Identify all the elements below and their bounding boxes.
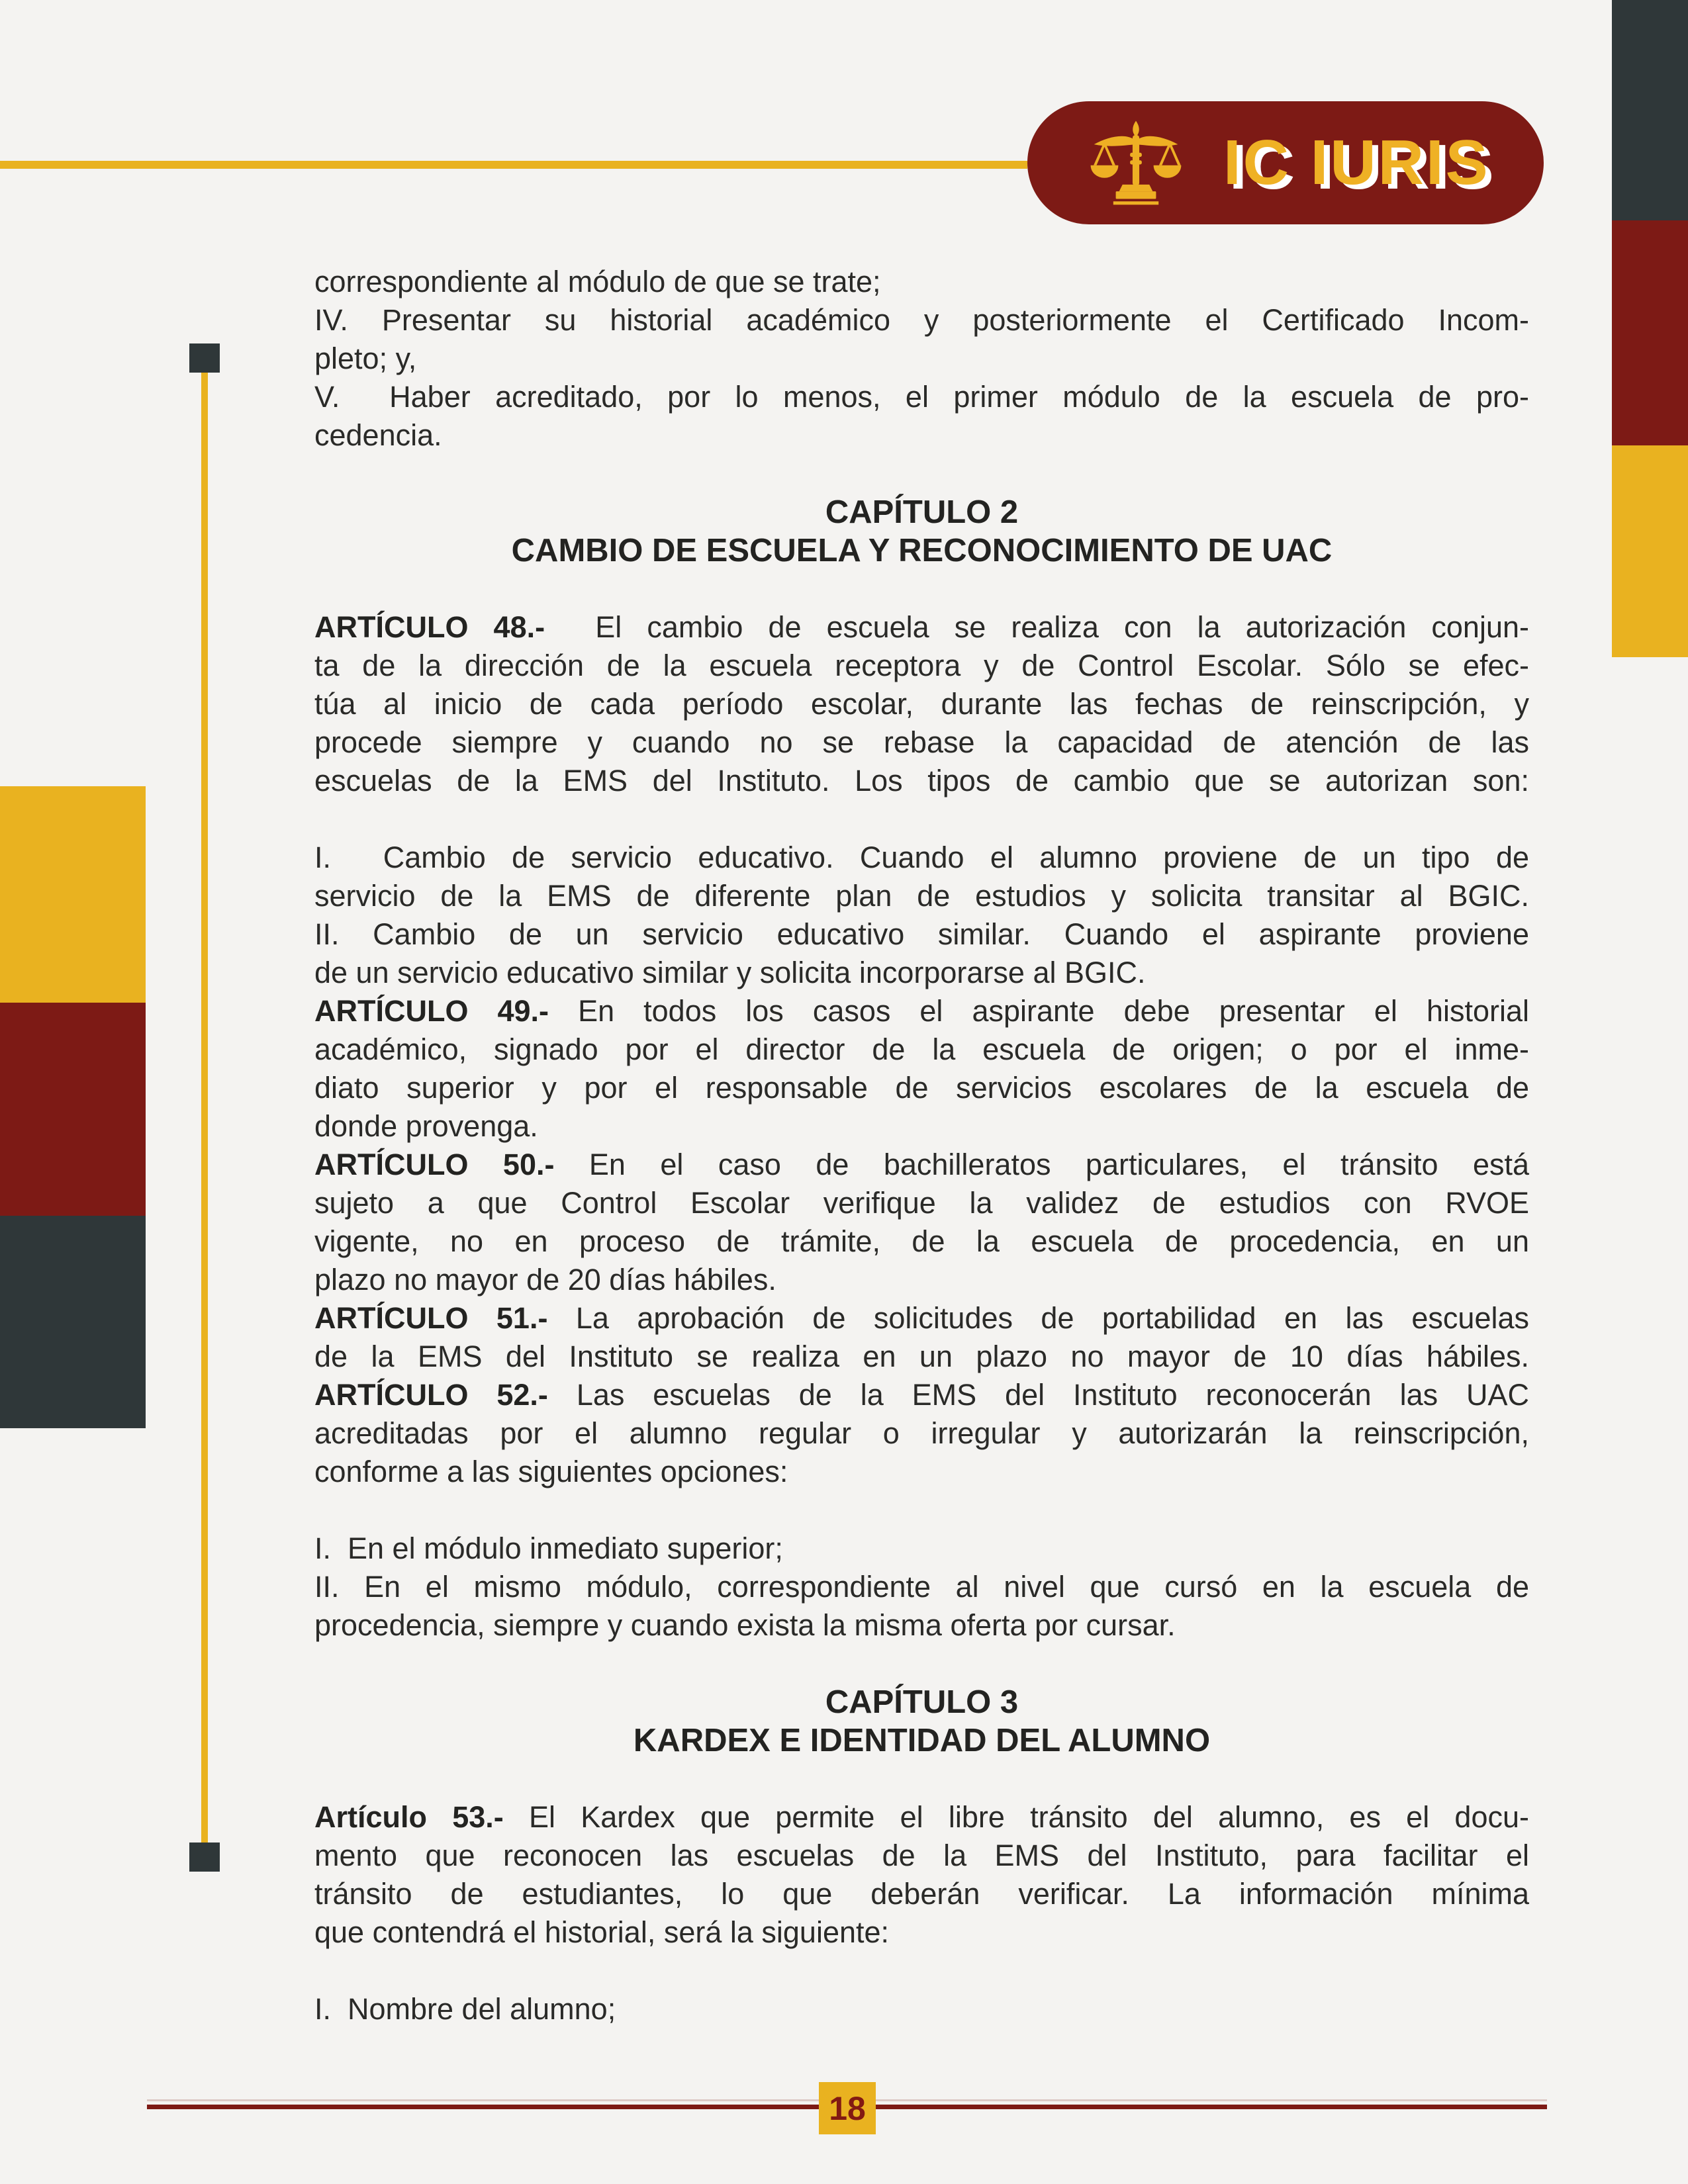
- paragraph: [314, 1146, 1529, 1299]
- text-line: escuelas de la EMS del Instituto. Los tipos de cambio que se autorizan son:: [314, 764, 1529, 797]
- text-line: académico, signado por el director de la escuela de origen; o por el inme-: [314, 1032, 1529, 1066]
- heading-line: CAMBIO DE ESCUELA Y RECONOCIMIENTO DE UAC: [511, 533, 1333, 569]
- text-line: IV. Presentar su historial académico y posteriormente el Certificado Incom-: [314, 303, 1529, 337]
- text-line: Artículo 53.- El Kardex que permite el libre tránsito del alumno, es el docu-: [314, 1800, 1529, 1834]
- text-line: V. Haber acreditado, por lo menos, el primer módulo de la escuela de pro-: [314, 380, 1529, 414]
- text-line: de un servicio educativo similar y solicita incorporarse al BGIC.: [314, 956, 1146, 989]
- brand-logo: [1027, 101, 1544, 224]
- text-line: procedencia, siempre y cuando exista la misma oferta por cursar.: [314, 1608, 1176, 1642]
- left-accent-bar: [0, 786, 146, 1428]
- heading-line: CAPÍTULO 3: [825, 1684, 1019, 1720]
- paragraph: [314, 915, 1529, 992]
- text-line: procede siempre y cuando no se rebase la capacidad de atención de las: [314, 725, 1529, 759]
- accent-block-maroon: [0, 1003, 146, 1216]
- text-line: tránsito de estudiantes, lo que deberán verificar. La información mínima: [314, 1877, 1529, 1911]
- right-accent-bar: [1612, 0, 1688, 657]
- page-number: 18: [829, 2089, 866, 2127]
- article-label: ARTÍCULO 48.-: [314, 610, 545, 644]
- heading-line: KARDEX E IDENTIDAD DEL ALUMNO: [633, 1723, 1211, 1758]
- text-line: acreditadas por el alumno regular o irregular y autorizarán la reinscripción,: [314, 1416, 1529, 1450]
- heading-line: CAPÍTULO 2: [825, 494, 1019, 530]
- text-line: sujeto a que Control Escolar verifique la validez de estudios con RVOE: [314, 1186, 1529, 1220]
- text-line: correspondiente al módulo de que se trate;: [314, 265, 881, 298]
- text-line: vigente, no en proceso de trámite, de la escuela de procedencia, en un: [314, 1224, 1529, 1258]
- text-line: que contendrá el historial, será la siguiente:: [314, 1915, 890, 1949]
- header-rule: [0, 161, 1027, 169]
- article-label: ARTÍCULO 51.-: [314, 1301, 548, 1335]
- paragraph: [314, 1529, 1529, 1568]
- accent-block-gold: [1612, 445, 1688, 657]
- page-number-badge: [819, 2082, 876, 2134]
- article-label: ARTÍCULO 50.-: [314, 1148, 555, 1181]
- text-line: I. En el módulo inmediato superior;: [314, 1531, 783, 1565]
- accent-block-gold: [0, 786, 146, 1003]
- paragraph: [314, 1568, 1529, 1645]
- text-line: II. En el mismo módulo, correspondiente al nivel que cursó en la escuela de: [314, 1570, 1529, 1604]
- chapter-heading: [314, 493, 1529, 570]
- spacer: [314, 570, 1529, 608]
- text-line: ARTÍCULO 52.- Las escuelas de la EMS del Instituto reconocerán las UAC: [314, 1378, 1530, 1412]
- paragraph: [314, 1798, 1529, 1952]
- spacer: [314, 1645, 1529, 1683]
- rail-square-bottom: [189, 1843, 220, 1872]
- text-line: I. Nombre del alumno;: [314, 1992, 616, 2026]
- text-line: mento que reconocen las escuelas de la EMS del Instituto, para facilitar el: [314, 1839, 1529, 1872]
- text-line: servicio de la EMS de diferente plan de estudios y solicita transitar al BGIC.: [314, 879, 1529, 913]
- text-line: conforme a las siguientes opciones:: [314, 1455, 788, 1488]
- text-line: ARTÍCULO 48.- El cambio de escuela se realiza con la autorización conjun-: [314, 610, 1530, 644]
- text-line: de la EMS del Instituto se realiza en un plazo no mayor de 10 días hábiles.: [314, 1340, 1529, 1373]
- text-line: diato superior y por el responsable de servicios escolares de la escuela de: [314, 1071, 1529, 1105]
- vertical-rail-line: [201, 371, 208, 1844]
- paragraph: [314, 1299, 1529, 1376]
- text-line: pleto; y,: [314, 341, 417, 375]
- spacer: [314, 1952, 1529, 1990]
- text-line: túa al inicio de cada período escolar, durante las fechas de reinscripción, y: [314, 687, 1529, 721]
- text-line: cedencia.: [314, 418, 442, 452]
- spacer: [314, 455, 1529, 493]
- accent-block-maroon: [1612, 220, 1688, 445]
- article-label: ARTÍCULO 52.-: [314, 1378, 548, 1412]
- paragraph: [314, 608, 1529, 800]
- paragraph: [314, 378, 1529, 455]
- spacer: [314, 1760, 1529, 1798]
- chapter-heading: [314, 1683, 1529, 1760]
- spacer: [314, 1491, 1529, 1529]
- article-label: ARTÍCULO 49.-: [314, 994, 549, 1028]
- accent-block-charcoal: [0, 1216, 146, 1428]
- paragraph: [314, 839, 1529, 915]
- paragraph: [314, 992, 1529, 1146]
- spacer: [314, 800, 1529, 839]
- text-line: I. Cambio de servicio educativo. Cuando el alumno proviene de un tipo de: [314, 841, 1529, 874]
- rail-square-top: [189, 343, 220, 373]
- paragraph: [314, 301, 1529, 378]
- text-line: plazo no mayor de 20 días hábiles.: [314, 1263, 776, 1297]
- paragraph: [314, 263, 1529, 301]
- brand-name: IC IURIS: [1223, 127, 1490, 198]
- paragraph: [314, 1990, 1529, 2028]
- text-column: [314, 263, 1529, 2028]
- article-label: Artículo 53.-: [314, 1800, 504, 1834]
- text-line: ARTÍCULO 50.- En el caso de bachilleratos particulares, el tránsito está: [314, 1148, 1530, 1181]
- text-line: ARTÍCULO 49.- En todos los casos el aspirante debe presentar el historial: [314, 994, 1530, 1028]
- accent-block-charcoal: [1612, 0, 1688, 220]
- text-line: ta de la dirección de la escuela receptora y de Control Escolar. Sólo se efec-: [314, 649, 1529, 682]
- text-line: ARTÍCULO 51.- La aprobación de solicitudes de portabilidad en las escuelas: [314, 1301, 1530, 1335]
- text-line: donde provenga.: [314, 1109, 538, 1143]
- scales-of-justice-icon: [1086, 120, 1186, 205]
- paragraph: [314, 1376, 1529, 1491]
- text-line: II. Cambio de un servicio educativo similar. Cuando el aspirante proviene: [314, 917, 1529, 951]
